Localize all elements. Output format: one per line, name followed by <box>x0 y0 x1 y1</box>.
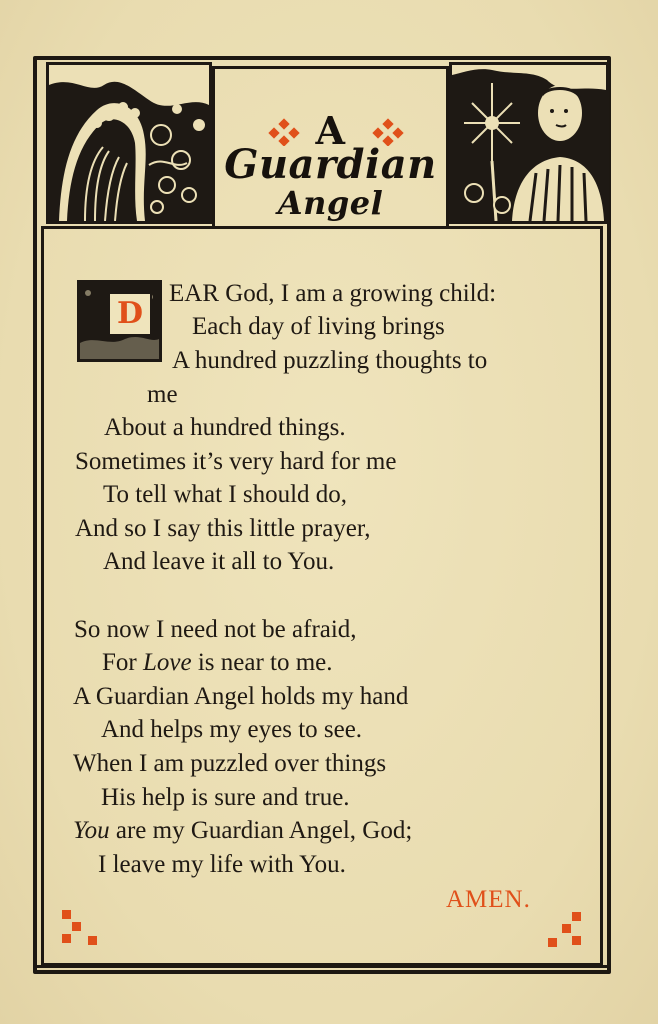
verse-line: So now I need not be afraid, <box>74 616 357 643</box>
verse-line: About a hundred things. <box>104 414 346 441</box>
emphasis-you: You <box>73 817 110 844</box>
drop-cap-letter: D <box>108 292 152 336</box>
flower-ornament-icon <box>544 908 590 952</box>
verse-line: A hundred puzzling thoughts to <box>172 347 488 374</box>
verse-line: His help is sure and true. <box>101 784 350 811</box>
title-article: A <box>315 108 346 153</box>
verse-line: For Love is near to me. <box>102 649 333 676</box>
bottom-rule <box>36 965 608 968</box>
verse-line: To tell what I should do, <box>103 481 348 508</box>
verse-line: me <box>147 381 178 408</box>
title-word-guardian: Guardian <box>224 141 437 188</box>
verse-line: And so I say this little prayer, <box>75 515 371 542</box>
verse-line: EAR God, I am a growing child: <box>169 280 497 307</box>
woodcut-angel-star <box>449 62 609 224</box>
verse-line: I leave my life with You. <box>98 851 346 878</box>
woodcut-girl-garden <box>46 62 212 224</box>
verse-line: And helps my eyes to see. <box>101 716 363 743</box>
closing-amen: AMEN. <box>446 886 531 913</box>
verse-line: A Guardian Angel holds my hand <box>73 683 409 710</box>
verse-line: And leave it all to You. <box>103 548 335 575</box>
verse-line: You are my Guardian Angel, God; <box>73 817 413 844</box>
verse-line: When I am puzzled over things <box>73 750 387 777</box>
verse-line: Sometimes it’s very hard for me <box>75 448 397 475</box>
title-word-angel: Angel <box>277 184 384 222</box>
verse-line: Each day of living brings <box>192 313 445 340</box>
flower-ornament-icon <box>58 906 104 950</box>
emphasis-love: Love <box>142 649 192 676</box>
